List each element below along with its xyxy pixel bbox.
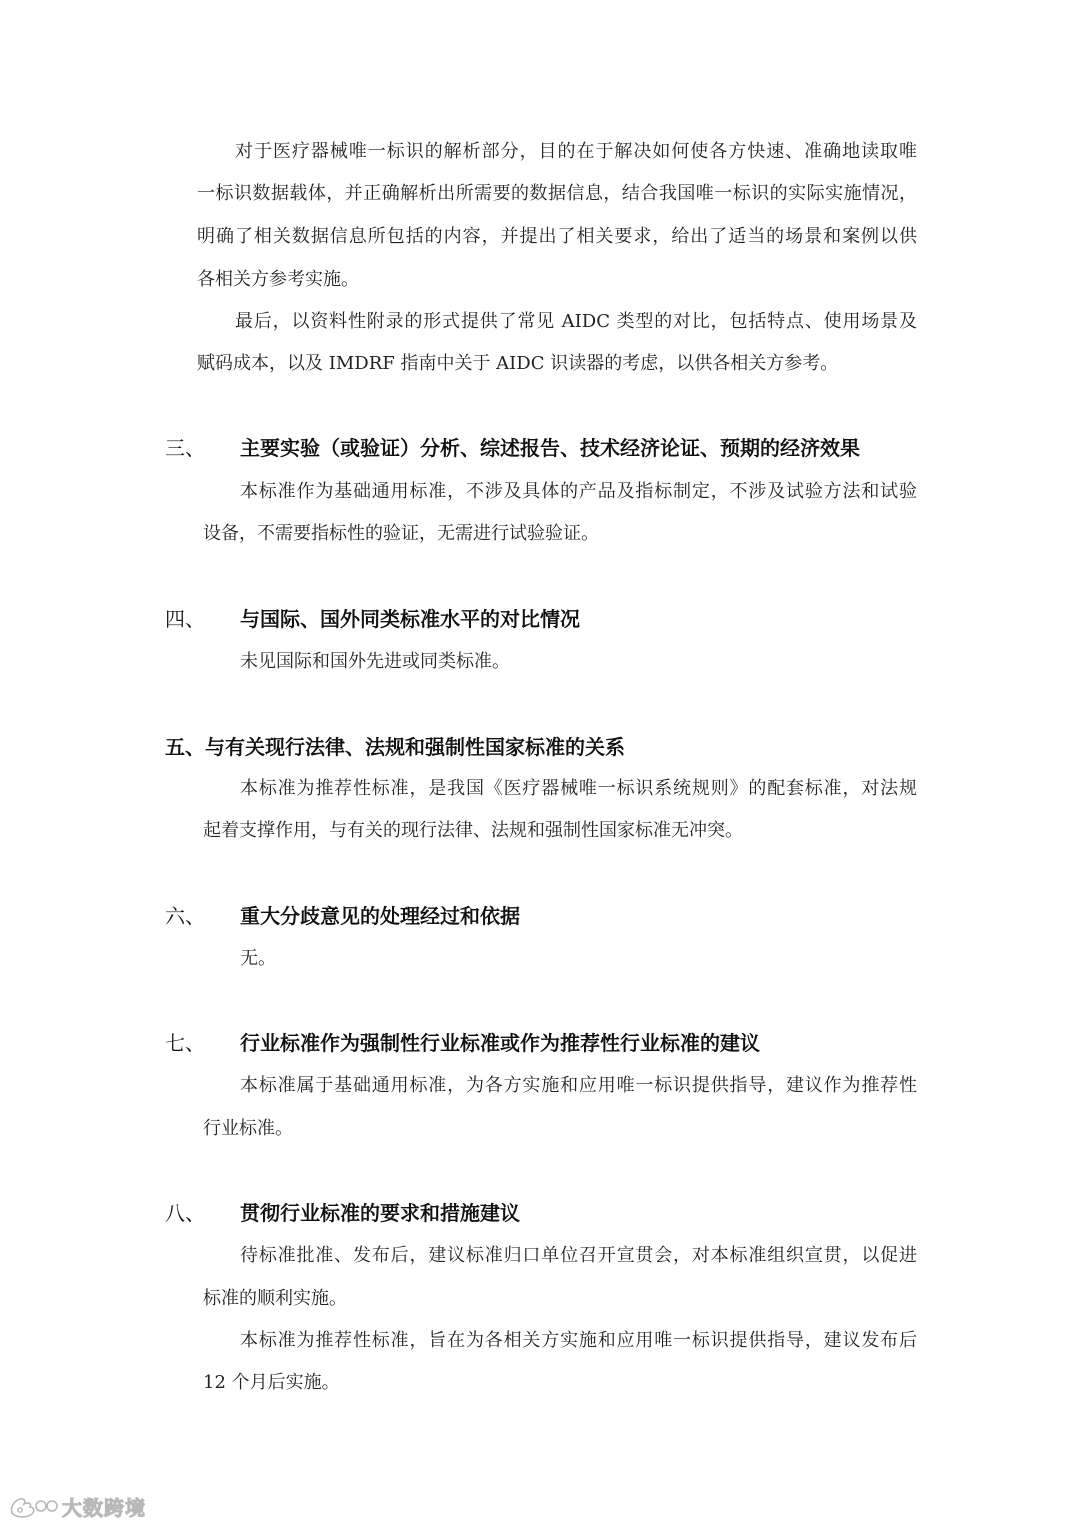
section-4-number: 四、 [165,607,205,631]
intro-p1-line3: 明确了相关数据信息所包括的内容，并提出了相关要求，给出了适当的场景和案例以供 [197,226,917,247]
section-6-title: 重大分歧意见的处理经过和依据 [240,904,520,928]
section-7-body-line2: 行业标准。 [203,1118,293,1139]
section-5-heading: 五、与有关现行法律、法规和强制性国家标准的关系 [165,735,625,759]
intro-p1-line4: 各相关方参考实施。 [197,269,359,290]
section-8-body-line4: 12 个月后实施。 [203,1372,340,1393]
section-8-number: 八、 [165,1201,205,1225]
section-8-body-line3: 本标准为推荐性标准，旨在为各相关方实施和应用唯一标识提供指导，建议发布后 [240,1330,917,1351]
section-8-body-line2: 标准的顺利实施。 [203,1288,347,1309]
intro-p1-line1: 对于医疗器械唯一标识的解析部分，目的在于解决如何使各方快速、准确地读取唯 [235,141,917,162]
watermark [8,1492,146,1520]
section-4-title: 与国际、国外同类标准水平的对比情况 [240,607,580,631]
section-7-body-line1: 本标准属于基础通用标准，为各方实施和应用唯一标识提供指导，建议作为推荐性 [240,1075,917,1096]
weibo-logo-icon [8,1493,58,1519]
section-8-body-line1: 待标准批准、发布后，建议标准归口单位召开宣贯会，对本标准组织宣贯，以促进 [240,1245,917,1266]
section-7-number: 七、 [165,1031,205,1055]
section-3-number: 三、 [165,436,205,460]
intro-p2-line1: 最后，以资料性附录的形式提供了常见 AIDC 类型的对比，包括特点、使用场景及 [235,311,917,332]
watermark-text: 大数跨境 [62,1495,146,1520]
section-4-body-line1: 未见国际和国外先进或同类标准。 [240,651,510,672]
section-7-title: 行业标准作为强制性行业标准或作为推荐性行业标准的建议 [240,1031,760,1055]
section-6-body-line1: 无。 [240,948,276,969]
section-3-body-line2: 设备，不需要指标性的验证，无需进行试验验证。 [203,523,599,544]
section-5-body-line1: 本标准为推荐性标准，是我国《医疗器械唯一标识系统规则》的配套标准，对法规 [240,778,917,799]
intro-p1-line2: 一标识数据载体，并正确解析出所需要的数据信息，结合我国唯一标识的实际实施情况， [197,183,917,204]
section-3-title: 主要实验（或验证）分析、综述报告、技术经济论证、预期的经济效果 [240,436,860,460]
intro-p2-line2: 赋码成本，以及 IMDRF 指南中关于 AIDC 识读器的考虑，以供各相关方参考。 [197,353,839,374]
section-8-title: 贯彻行业标准的要求和措施建议 [240,1201,520,1225]
section-3-body-line1: 本标准作为基础通用标准，不涉及具体的产品及指标制定，不涉及试验方法和试验 [240,481,917,502]
section-6-number: 六、 [165,904,205,928]
section-5-body-line2: 起着支撑作用，与有关的现行法律、法规和强制性国家标准无冲突。 [203,820,743,841]
